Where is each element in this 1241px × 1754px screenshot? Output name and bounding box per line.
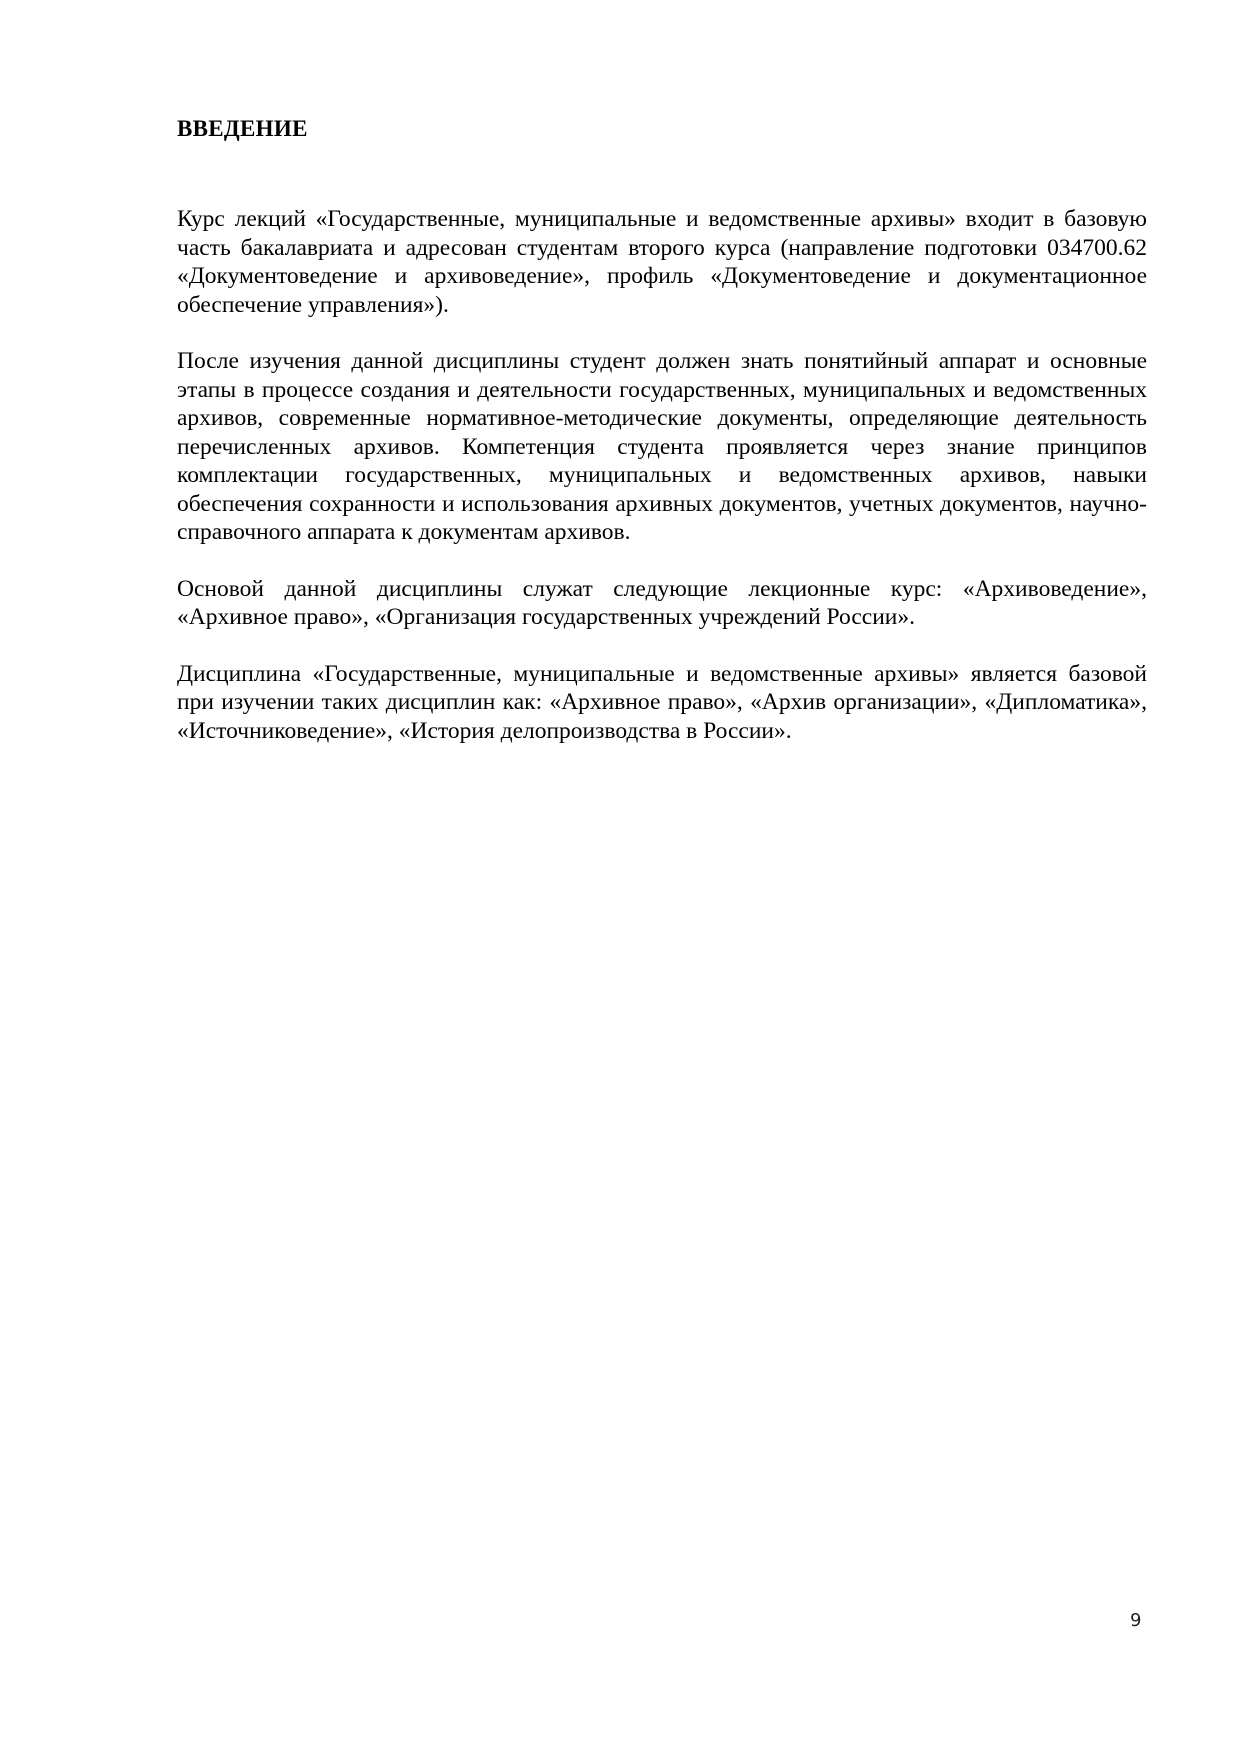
body-text xyxy=(177,205,1147,773)
paragraph-learning-outcomes: После изучения данной дисциплины студент должен знать понятийный аппарат и основные этапы в процессе создания и деятельности государственных, муниципальных и ведомственных архивов, современные нормативное-методические документы, определяющие деятельность перечисленных архивов. Компетенция студента проявляется через знание принципов комплектации государственных, муниципальных и ведомственных архивов, навыки обеспечения сохранности и использования архивных документов, учетных документов, научно-справочного аппарата к документам архивов. xyxy=(177,348,1147,545)
paragraph-course-description: Курс лекций «Государственные, муниципальные и ведомственные архивы» входит в базовую часть бакалавриата и адресован студентам второго курса (направление подготовки 034700.62 «Документоведение и архивоведение», профиль «Документоведение и документационное обеспечение управления»). xyxy=(177,206,1147,318)
section-heading: ВВЕДЕНИЕ xyxy=(177,116,308,141)
paragraph-subsequent-disciplines: Дисциплина «Государственные, муниципальные и ведомственные архивы» является базовой при изучении таких дисциплин как: «Архивное право», «Архив организации», «Дипломатика», «Источниковедение», «История делопроизводства в России». xyxy=(177,660,1147,744)
paragraph-prerequisites: Основой данной дисциплины служат следующие лекционные курс: «Архивоведение», «Архивное право», «Организация государственных учреждений России». xyxy=(177,575,1147,630)
page-number: 9 xyxy=(1130,1610,1142,1631)
